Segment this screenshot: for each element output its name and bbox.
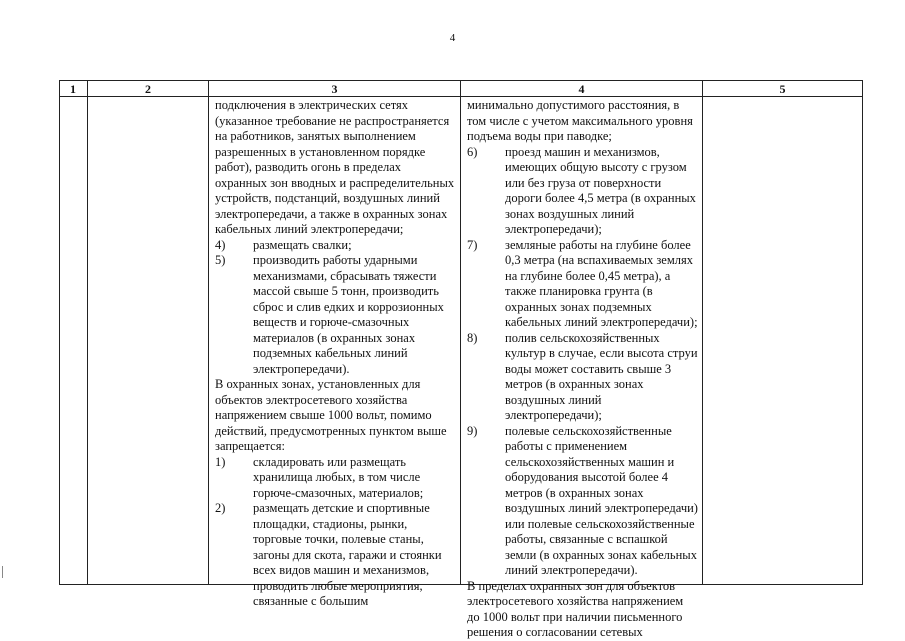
paragraph: подключения в электрических сетях (указанное требование не распространяется на работников, занятых выполнением разрешенных в установленном порядке работ), разводить огонь в пределах охранных зон вводных и распределительных устройств, подстанций, воздушных линий электропередачи, а также в охранных зонах кабельных линий электропередачи; [215,98,455,236]
cell-col-5 [703,97,863,585]
header-col-3: 3 [209,81,461,97]
list-item [467,238,698,331]
list-item [215,253,456,377]
table-row [60,97,863,585]
list-item-number: 9) [467,423,478,438]
list-item [467,145,698,238]
regulation-table [59,80,863,639]
col4-text [461,97,702,639]
cell-col-3 [209,97,461,608]
header-col-4: 4 [461,81,703,97]
list-item-number: 2) [215,501,226,515]
list-item-text: производить работы ударными механизмами, сбрасывать тяжести массой свыше 5 тонн, производить сброс и слив едких и коррозионных веществ и горюче-смазочных материалов (в охранных зонах подземных кабельных линий электропередачи). [253,253,444,376]
list-item-number: 4) [215,237,226,252]
list-item-number: 7) [467,237,478,252]
list-item-number: 5) [215,253,226,267]
list-item-text: полевые сельскохозяйственные работы с применением сельскохозяйственных машин и оборудования высотой более 4 метров (в охранных зонах воздушных линий электропередачи) или полевые сельскохозяйственные работы, связанные с вспашкой земли (в охранных зонах кабельных линий электропередачи). [505,423,698,577]
list-item-number: 6) [467,144,478,159]
cell-col-1 [60,97,88,585]
list-item-number: 8) [467,330,478,345]
list-item-text: размещать детские и спортивные площадки, стадионы, рынки, торговые точки, полевые станы, загоны для скота, гаражи и стоянки всех видов машин и механизмов, проводить любые мероприятия, связанные с большим [253,501,442,608]
list-item-text: полив сельскохозяйственных культур в случае, если высота струи воды может составить свыше 3 метров (в охранных зонах воздушных линий электропередачи); [505,330,698,422]
list-item [215,238,456,254]
page-number: 4 [449,32,456,44]
paragraph: В охранных зонах, установленных для объектов электросетевого хозяйства напряжением свыше 1000 вольт, помимо действий, предусмотренных пунктом выше запрещается: [215,377,447,453]
table-header-row [60,81,863,97]
paragraph: В пределах охранных зон для объектов электросетевого хозяйства напряжением до 1000 вольт при наличии письменного решения о согласовании сетевых [467,578,684,639]
header-col-2: 2 [88,81,209,97]
cell-col-2 [88,97,209,585]
list-item-text: складировать или размещать хранилища любых, в том числе горюче-смазочных, материалов; [253,454,424,500]
paragraph: минимально допустимого расстояния, в том числе с учетом максимального уровня подъема воды при паводке; [467,98,693,143]
header-col-5: 5 [703,81,863,97]
list-item-text: проезд машин и механизмов, имеющих общую высоту с грузом или без груза от поверхности дороги более 4,5 метра (в охранных зонах воздушных линий электропередачи); [505,144,696,236]
list-item [467,424,698,579]
list-item-number: 1) [215,454,226,469]
list-item [215,455,456,502]
cell-col-4 [461,97,703,639]
header-col-1: 1 [60,81,88,97]
list-item-text: размещать свалки; [253,237,352,252]
list-item [215,501,456,610]
col3-text [209,97,460,608]
list-item [467,331,698,424]
scan-margin-mark [2,566,7,578]
list-item-text: земляные работы на глубине более 0,3 метра (на вспахиваемых землях на глубине более 0,45 метра), а также планировка грунта (в охранных зонах подземных кабельных линий электропередачи); [505,237,698,329]
